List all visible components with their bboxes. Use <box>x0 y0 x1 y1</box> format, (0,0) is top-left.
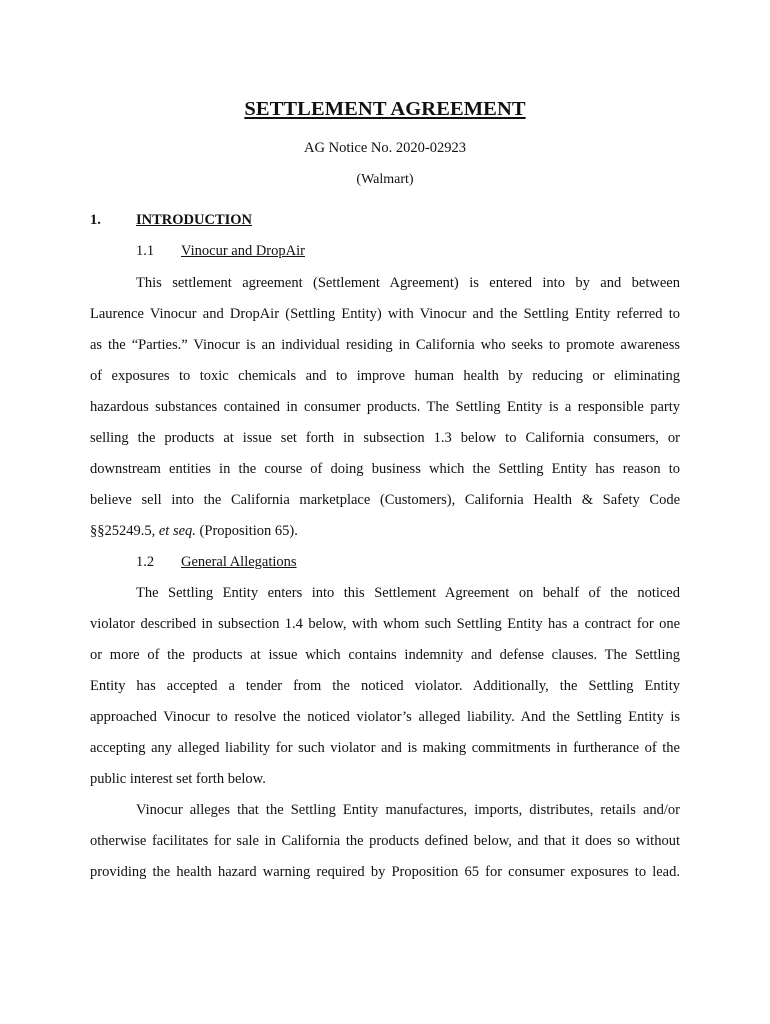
paragraph-line: downstream entities in the course of doing business which the Settling Entity has reason to <box>90 461 680 477</box>
citation-section: §§25249.5, <box>90 523 159 539</box>
section-number: 1. <box>90 212 101 228</box>
paragraph-line: providing the health hazard warning required by Proposition 65 for consumer exposures to lead. <box>90 864 680 880</box>
paragraph-line: as the “Parties.” Vinocur is an individual residing in California who seeks to promote awareness <box>90 337 680 353</box>
paragraph-line: The Settling Entity enters into this Settlement Agreement on behalf of the noticed <box>136 585 680 601</box>
subsection-title: General Allegations <box>181 554 297 570</box>
paragraph-line: This settlement agreement (Settlement Agreement) is entered into by and between <box>136 275 680 291</box>
paragraph-line: violator described in subsection 1.4 below, with whom such Settling Entity has a contract for one <box>90 616 680 632</box>
paragraph-line: otherwise facilitates for sale in California the products defined below, and that it does so without <box>90 833 680 849</box>
subsection-title: Vinocur and DropAir <box>181 243 305 259</box>
paragraph-line: or more of the products at issue which contains indemnity and defense clauses. The Settling <box>90 647 680 663</box>
party-name: (Walmart) <box>356 172 414 187</box>
paragraph-line: approached Vinocur to resolve the noticed violator’s alleged liability. And the Settling Entity is <box>90 709 680 725</box>
paragraph-line: Entity has accepted a tender from the noticed violator. Additionally, the Settling Entity <box>90 678 680 694</box>
section-title: INTRODUCTION <box>136 212 253 228</box>
citation-proposition: (Proposition 65). <box>195 523 298 539</box>
paragraph-line: believe sell into the California marketplace (Customers), California Health & Safety Code <box>90 492 680 508</box>
ag-notice-number: AG Notice No. 2020-02923 <box>304 140 466 156</box>
paragraph-line: public interest set forth below. <box>90 771 266 787</box>
paragraph-line: Vinocur alleges that the Settling Entity manufactures, imports, distributes, retails and/or <box>136 802 680 818</box>
paragraph-line: Laurence Vinocur and DropAir (Settling Entity) with Vinocur and the Settling Entity referred to <box>90 306 680 322</box>
paragraph-line: of exposures to toxic chemicals and to improve human health by reducing or eliminating <box>90 368 680 384</box>
subsection-number: 1.2 <box>136 554 155 570</box>
citation-et-seq: et seq. <box>158 523 196 539</box>
paragraph-line: accepting any alleged liability for such violator and is making commitments in furtherance of the <box>90 740 680 756</box>
paragraph-line-citation <box>90 523 298 540</box>
document-title: SETTLEMENT AGREEMENT <box>244 98 526 120</box>
paragraph-line: hazardous substances contained in consumer products. The Settling Entity is a responsible party <box>90 399 680 415</box>
subsection-number: 1.1 <box>136 243 155 259</box>
paragraph-line: selling the products at issue set forth in subsection 1.3 below to California consumers, or <box>90 430 680 446</box>
